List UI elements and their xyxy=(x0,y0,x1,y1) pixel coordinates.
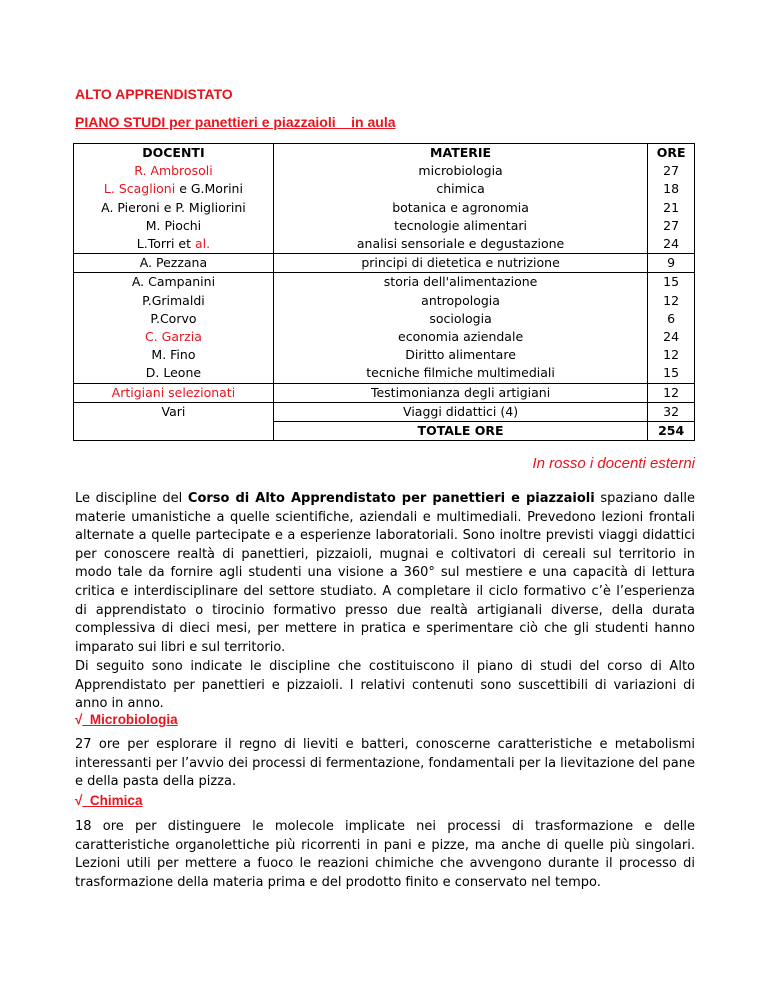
docente-name: M. Fino xyxy=(151,347,196,363)
materia-name: analisi sensoriale e degustazione xyxy=(356,236,565,252)
docenti-group-2-cell xyxy=(74,273,274,383)
ore-group-2-cell xyxy=(648,273,695,383)
docente-cell: A. Pezzana xyxy=(74,254,274,273)
materia-name: botanica e agronomia xyxy=(392,199,529,215)
docente-name: A. Campanini xyxy=(131,274,216,290)
materie-group-2 xyxy=(276,273,645,382)
materia-name: sociologia xyxy=(429,310,492,326)
materia-cell: principi di dietetica e nutrizione xyxy=(273,254,647,273)
ore-value: 15 xyxy=(663,274,680,290)
materia-cell: Testimonianza degli artigiani xyxy=(273,383,647,402)
total-ore-cell xyxy=(648,422,695,441)
docente-name: P.Corvo xyxy=(150,310,197,326)
docente-cell: Artigiani selezionati xyxy=(74,383,274,402)
course-name: Corso di Alto Apprendistato per panettieri e piazzaioli xyxy=(187,491,595,506)
docenti-group-1 xyxy=(76,162,271,253)
materia-name: Diritto alimentare xyxy=(405,347,516,363)
check-icon: √ xyxy=(75,793,83,808)
docenti-group-2 xyxy=(76,273,271,382)
document-subtitle: PIANO STUDI per panettieri e piazzaioli _ in aula xyxy=(75,114,396,130)
ore-group-2 xyxy=(650,273,692,382)
ore-value: 27 xyxy=(663,217,680,233)
table-row xyxy=(74,254,695,273)
materia-name: tecniche filmiche multimediali xyxy=(366,365,555,381)
docente-name: R. Ambrosoli xyxy=(134,163,213,179)
ore-value: 24 xyxy=(663,236,680,252)
docente-name: L. Scaglioni e G.Morini xyxy=(103,181,243,197)
intro-paragraph-2: Di seguito sono indicate le discipline che costituiscono il piano di studi del corso di Alto Apprendistato per panettieri e pizzaioli. I relativi contenuti sono suscettibili di variazioni di anno in anno. xyxy=(75,659,695,712)
total-label: TOTALE ORE xyxy=(417,423,504,439)
materia-name: economia aziendale xyxy=(398,329,524,345)
materia-name: chimica xyxy=(436,181,485,197)
materie-group-2-cell xyxy=(273,273,647,383)
table-row xyxy=(74,273,695,383)
check-icon: √ xyxy=(75,712,83,727)
ore-value: 27 xyxy=(663,163,680,179)
materia-name: antropologia xyxy=(421,292,500,308)
docente-cell: Vari xyxy=(74,402,274,440)
intro-paragraph: Le discipline del Corso di Alto Apprendistato per panettieri e piazzaioli spaziano dalle materie umanistiche a quelle scientifiche, aziendali e multimediali. Prevedono lezioni frontali alternate a quelle partecipate e a esperienze laboratoriali. Sono inoltre previsti viaggi didattici per conoscere realtà di panettieri, pizzaioli, mugnai e coltivatori di cereali sul territorio in modo tale da fornire agli studenti una visione a 360° sul mestiere e una capacità di lettura critica e interdisciplinare del settore studiato. A completare il ciclo formativo c’è l’esperienza di apprendistato o tirocinio formativo presso due realtà artigianali diverse, della durata complessiva di dieci mesi, per mettere in pratica e sperimentare ciò che gli studenti hanno imparato sui libri e sul territorio. xyxy=(75,491,695,655)
ore-group-1 xyxy=(650,162,692,253)
total-ore: 254 xyxy=(658,423,685,439)
docente-name: C. Garzia xyxy=(145,329,202,345)
ore-cell: 12 xyxy=(648,383,695,402)
ore-value: 18 xyxy=(663,181,680,197)
header-docenti: DOCENTI R. Ambrosoli L. Scaglioni e G.Morini A. Pieroni e P. Migliorini M. Piochi L.Torri et al. xyxy=(74,144,274,254)
table-row xyxy=(74,383,695,402)
docente-name: D. Leone xyxy=(145,365,202,381)
ore-value: 15 xyxy=(663,365,680,381)
header-ore: ORE xyxy=(656,145,686,160)
ore-value: 6 xyxy=(667,310,676,326)
ore-cell: 9 xyxy=(648,254,695,273)
materia-name: storia dell'alimentazione xyxy=(383,274,538,290)
section-text-microbiologia: 27 ore per esplorare il regno di lieviti e batteri, conoscerne caratteristiche e metabolismi interessanti per l’avvio dei processi di fermentazione, fondamentali per la lievitazione del pane e della pasta della pizza. xyxy=(75,737,695,790)
header-ore-cell xyxy=(648,144,695,254)
docente-name: P.Grimaldi xyxy=(142,292,205,308)
header-materie: MATERIE xyxy=(430,145,492,160)
ore-cell: 32 xyxy=(648,402,695,421)
study-plan-table xyxy=(73,143,695,441)
docente-name: A. Pieroni e P. Migliorini xyxy=(101,199,246,215)
document-title: ALTO APPRENDISTATO xyxy=(75,86,233,102)
section-text-chimica: 18 ore per distinguere le molecole implicate nei processi di trasformazione e delle caratteristiche organolettiche più ricorrenti in pani e pizze, ma anche di quelle più singolari. Lezioni utili per mettere a fuoco le reazioni chimiche che avvengono durante il processo di trasformazione della materia prima e del prodotto finito e conservato nel tempo. xyxy=(75,819,695,890)
materia-name: microbiologia xyxy=(418,163,503,179)
materie-group-1 xyxy=(276,162,645,253)
materia-cell: Viaggi didattici (4) xyxy=(273,402,647,421)
header-materie-cell xyxy=(273,144,647,254)
section-heading-chimica: √_Chimica xyxy=(75,793,143,808)
docente-name: M. Piochi xyxy=(145,217,202,233)
table-row xyxy=(74,402,695,421)
ore-value: 21 xyxy=(663,199,680,215)
materia-name: tecnologie alimentari xyxy=(394,217,527,233)
ore-value: 12 xyxy=(663,292,680,308)
total-label-cell xyxy=(273,422,647,441)
table-header-row xyxy=(74,144,695,254)
ore-value: 24 xyxy=(663,329,680,345)
legend-note: In rosso i docenti esterni xyxy=(532,455,695,472)
ore-value: 12 xyxy=(663,347,680,363)
section-heading-microbiologia: √_Microbiologia xyxy=(75,712,178,727)
docente-name: L.Torri et al. xyxy=(136,236,211,252)
